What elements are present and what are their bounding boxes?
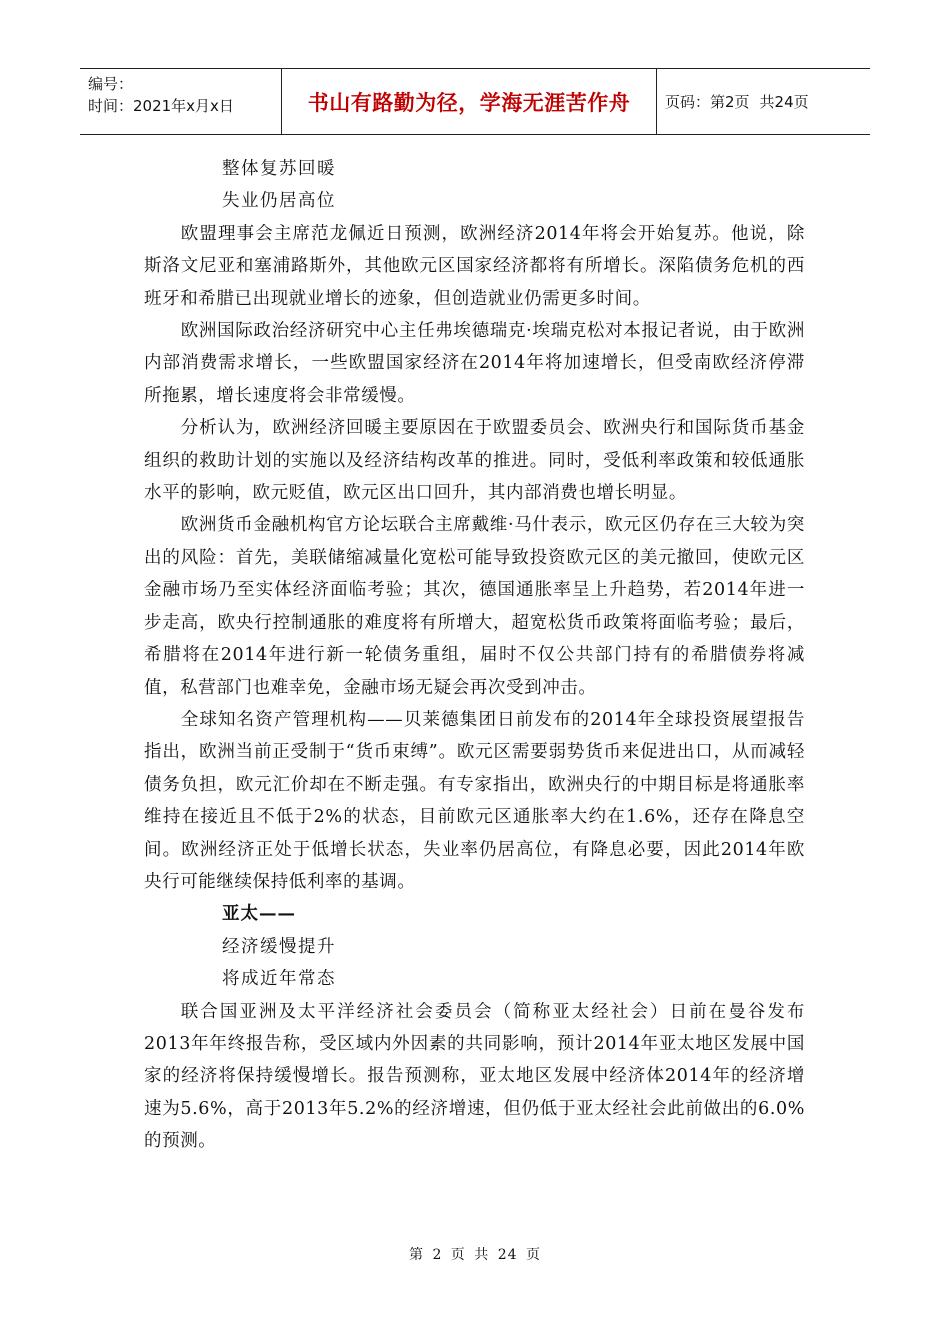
document-header bbox=[80, 68, 870, 135]
document-body bbox=[144, 153, 805, 1158]
document-date: 时间：2021年x月x日 bbox=[88, 97, 234, 115]
europe-subheading-2: 失业仍居高位 bbox=[222, 191, 336, 212]
header-motto-cell bbox=[282, 69, 657, 134]
europe-subheading-1: 整体复苏回暖 bbox=[222, 159, 336, 179]
paragraph-2: 欧洲国际政治经济研究中心主任弗埃德瑞克·埃瑞克松对本报记者说，由于欧洲内部消费需求增长，一些欧盟国家经济在2014年将加速增长，但受南欧经济停滞所拖累，增长速度将会非常缓慢。 bbox=[144, 321, 805, 406]
header-page-cell bbox=[657, 69, 870, 134]
paragraph-5: 全球知名资产管理机构——贝莱德集团日前发布的2014年全球投资展望报告指出，欧洲当前正受制于“货币束缚”。欧元区需要弱势货币来促进出口，从而减轻债务负担，欧元汇价却在不断走强。有专家指出，欧洲央行的中期目标是将通胀率维持在接近且不低于2%的状态，目前欧元区通胀率大约在1.6%，还存在降息空间。欧洲经济正处于低增长状态，失业率仍居高位，有降息必要，因此2014年欧央行可能继续保持低利率的基调。 bbox=[144, 709, 805, 892]
asia-section-heading: 亚太—— bbox=[222, 904, 296, 925]
asia-subheading-2: 将成近年常态 bbox=[222, 969, 336, 990]
paragraph-1: 欧盟理事会主席范龙佩近日预测，欧洲经济2014年将会开始复苏。他说，除斯洛文尼亚和塞浦路斯外，其他欧元区国家经济都将有所增长。深陷债务危机的西班牙和希腊已出现就业增长的迹象，但创造就业仍需更多时间。 bbox=[144, 223, 805, 309]
header-meta-cell bbox=[80, 69, 282, 134]
paragraph-6: 联合国亚洲及太平洋经济社会委员会（简称亚太经社会）日前在曼谷发布2013年年终报告称，受区域内外因素的共同影响，预计2014年亚太地区发展中国家的经济将保持缓慢增长。报告预测称，亚太地区发展中经济体2014年的经济增速为5.6%，高于2013年5.2%的经济增速，但仍低于亚太经社会此前做出的6.0%的预测。 bbox=[144, 1001, 805, 1152]
header-motto: 书山有路勤为径，学海无涯苦作舟 bbox=[307, 90, 631, 115]
header-page-total: 共24页 bbox=[759, 93, 809, 111]
header-page-code: 页码：第2页 bbox=[665, 93, 750, 111]
document-number-label: 编号： bbox=[88, 75, 134, 93]
paragraph-3: 分析认为，欧洲经济回暖主要原因在于欧盟委员会、欧洲央行和国际货币基金组织的救助计划的实施以及经济结构改革的推进。同时，受低利率政策和较低通胀水平的影响，欧元贬值，欧元区出口回升，其内部消费也增长明显。 bbox=[144, 418, 805, 504]
page-footer: 第 2 页 共 24 页 bbox=[409, 1247, 541, 1263]
asia-subheading-1: 经济缓慢提升 bbox=[222, 936, 336, 957]
paragraph-4: 欧洲货币金融机构官方论坛联合主席戴维·马什表示，欧元区仍存在三大较为突出的风险：首先，美联储缩减量化宽松可能导致投资欧元区的美元撤回，使欧元区金融市场乃至实体经济面临考验；其次，德国通胀率呈上升趋势，若2014年进一步走高，欧央行控制通胀的难度将有所增大，超宽松货币政策将面临考验；最后，希腊将在2014年进行新一轮债务重组，届时不仅公共部门持有的希腊债券将减值，私营部门也难幸免，金融市场无疑会再次受到冲击。 bbox=[144, 515, 805, 698]
